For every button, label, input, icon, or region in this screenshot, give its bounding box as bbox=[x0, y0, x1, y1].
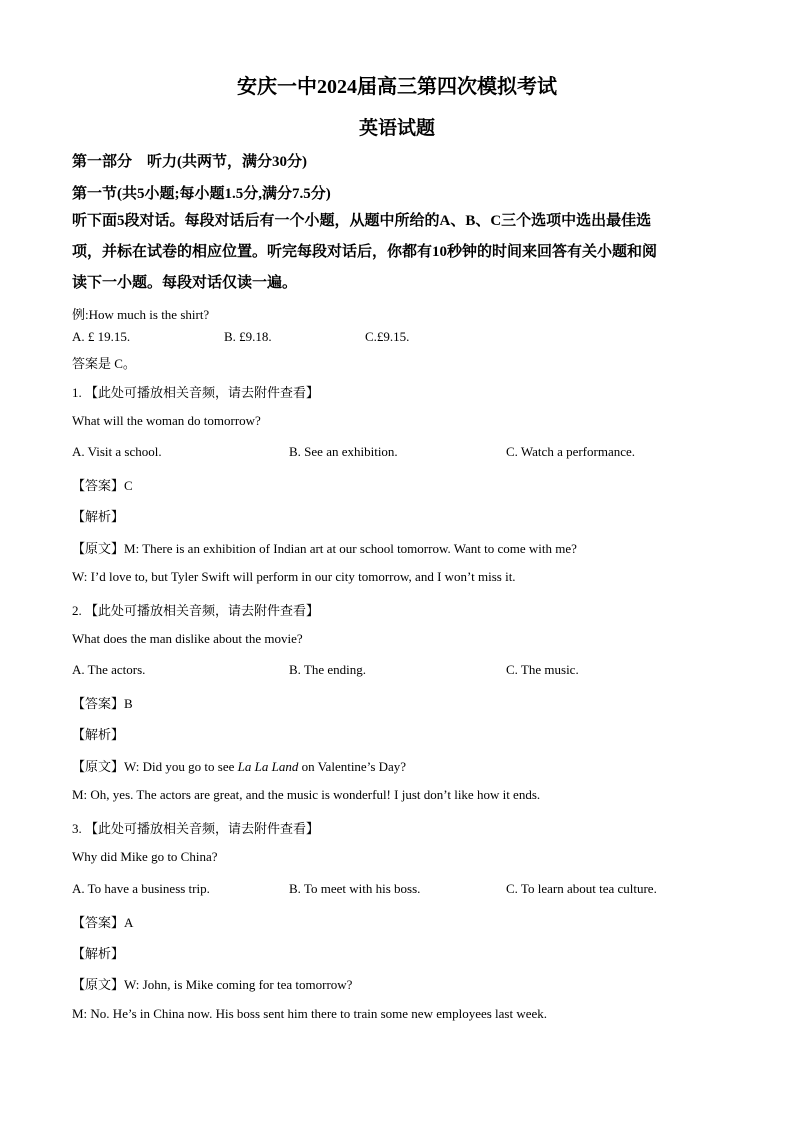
question-1-option-b: B. See an exhibition. bbox=[289, 444, 398, 459]
question-2-transcript-1 bbox=[72, 756, 406, 775]
question-2-text: What does the man dislike about the movie? bbox=[72, 631, 303, 646]
movie-title: La La Land bbox=[237, 759, 299, 774]
instructions-line: 听下面5段对话。每段对话后有一个小题，从题中所给的A、B、C三个选项中选出最佳选 bbox=[72, 213, 652, 229]
transcript-text: W: John, is Mike coming for tea tomorrow? bbox=[124, 977, 353, 992]
question-3-option-c: C. To learn about tea culture. bbox=[506, 881, 657, 896]
question-2-option-c: C. The music. bbox=[506, 662, 579, 677]
example-question: 例:How much is the shirt? bbox=[72, 307, 210, 322]
transcript-label: 【原文】 bbox=[72, 759, 125, 774]
section-heading: 第一节(共5小题;每小题1.5分,满分7.5分) bbox=[72, 186, 331, 202]
question-3-option-b: B. To meet with his boss. bbox=[289, 881, 421, 896]
answer-label: 【答案】 bbox=[72, 696, 125, 711]
transcript-label: 【原文】 bbox=[72, 541, 125, 556]
question-2-answer bbox=[72, 693, 133, 712]
question-2-header: 2. 【此处可播放相关音频，请去附件查看】 bbox=[72, 603, 320, 618]
answer-value: B bbox=[124, 696, 133, 711]
question-1-transcript-2: W: I’d love to, but Tyler Swift will perform in our city tomorrow, and I won’t miss it. bbox=[72, 569, 516, 584]
question-2-transcript-2: M: Oh, yes. The actors are great, and the music is wonderful! I just don’t like how it ends. bbox=[72, 787, 541, 802]
question-1-analysis: 【解析】 bbox=[72, 509, 125, 524]
transcript-label: 【原文】 bbox=[72, 977, 125, 992]
question-3-text: Why did Mike go to China? bbox=[72, 849, 218, 864]
answer-value: A bbox=[124, 915, 134, 930]
question-3-analysis: 【解析】 bbox=[72, 946, 125, 961]
question-2-option-a: A. The actors. bbox=[72, 662, 146, 677]
question-3-answer bbox=[72, 912, 133, 931]
question-1-option-c: C. Watch a performance. bbox=[506, 444, 636, 459]
example-option-a: A. £ 19.15. bbox=[72, 329, 131, 344]
answer-value: C bbox=[124, 478, 133, 493]
question-2-option-b: B. The ending. bbox=[289, 662, 367, 677]
transcript-text: M: There is an exhibition of Indian art at our school tomorrow. Want to come with me? bbox=[124, 541, 577, 556]
instructions-line: 项，并标在试卷的相应位置。听完每段对话后，你都有10秒钟的时间来回答有关小题和阅 bbox=[72, 244, 658, 260]
page-subtitle: 英语试题 bbox=[358, 118, 435, 139]
example-option-b: B. £9.18. bbox=[224, 329, 272, 344]
question-1-option-a: A. Visit a school. bbox=[72, 444, 162, 459]
question-2-analysis: 【解析】 bbox=[72, 727, 125, 742]
question-3-transcript-1 bbox=[72, 974, 352, 993]
transcript-text: W: Did you go to see bbox=[124, 759, 238, 774]
example-answer: 答案是 C。 bbox=[72, 356, 136, 371]
instructions-line: 读下一小题。每段对话仅读一遍。 bbox=[72, 275, 298, 291]
answer-label: 【答案】 bbox=[72, 915, 125, 930]
part-heading: 第一部分 听力(共两节，满分30分) bbox=[72, 154, 307, 170]
question-1-transcript-1 bbox=[72, 538, 577, 557]
question-1-text: What will the woman do tomorrow? bbox=[72, 413, 261, 428]
question-3-transcript-2: M: No. He’s in China now. His boss sent him there to train some new employees last week. bbox=[72, 1006, 548, 1021]
example-option-c: C.£9.15. bbox=[365, 329, 410, 344]
question-1-answer bbox=[72, 475, 133, 494]
transcript-text: on Valentine’s Day? bbox=[298, 759, 407, 774]
answer-label: 【答案】 bbox=[72, 478, 125, 493]
page-title: 安庆一中2024届高三第四次模拟考试 bbox=[237, 76, 557, 98]
question-3-option-a: A. To have a business trip. bbox=[72, 881, 210, 896]
question-3-header: 3. 【此处可播放相关音频，请去附件查看】 bbox=[72, 821, 320, 836]
question-1-header: 1. 【此处可播放相关音频，请去附件查看】 bbox=[72, 385, 320, 400]
instructions bbox=[72, 206, 722, 299]
